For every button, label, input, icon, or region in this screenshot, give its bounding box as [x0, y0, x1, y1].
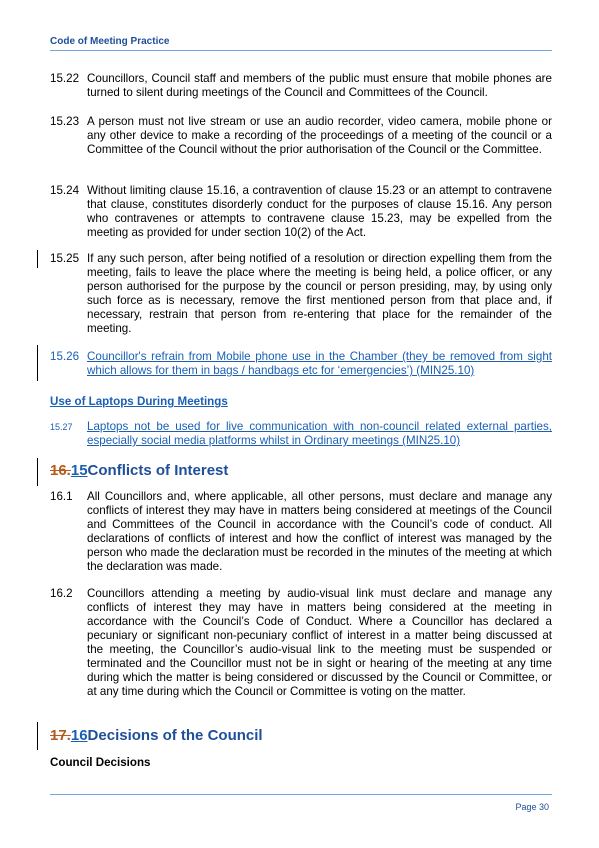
- section-title: Conflicts of Interest: [87, 462, 229, 479]
- clause-text: All Councillors and, where applicable, all other persons, must declare and manage any conflicts of interest they may have in matters being considered at meetings of the Council and Committees of the Council in accordance with the Council’s code of conduct. All declarations of conflicts of interest and how the conflict of interest was managed by the person who made the declaration must be recorded in the minutes of the meeting at which the declaration was made.: [87, 490, 552, 573]
- page-number: Page 30: [515, 802, 549, 812]
- change-bar: [37, 250, 38, 268]
- change-bar: [37, 345, 38, 381]
- clause-number: 15.27: [50, 422, 73, 432]
- clause-text: If any such person, after being notified of a resolution or direction expelling them from the meeting, fails to leave the place where the meeting is being held, a police officer, or any person authorised for the purpose by the council or person presiding, may, by using only such force as is necessary, remove the first mentioned person from that place and, if necessary, restrain that person from re-entering that place for the remainder of the meeting.: [87, 252, 552, 335]
- clause-number: 16.1: [50, 490, 73, 503]
- clause-text: Laptops not be used for live communication with non-council related external parties, especially social media platforms whilst in Ordinary meetings (MIN25.10): [87, 420, 552, 447]
- clause-15-23: [50, 115, 552, 157]
- clause-15-26: [50, 350, 552, 378]
- clause-number: 15.22: [50, 72, 80, 85]
- document-header-title: Code of Meeting Practice: [50, 36, 170, 47]
- clause-text: Councillors, Council staff and members of the public must ensure that mobile phones are turned to silent during meetings of the Council and Committees of the Council.: [87, 72, 552, 99]
- clause-number: 15.24: [50, 184, 80, 197]
- clause-text: A person must not live stream or use an audio recorder, video camera, mobile phone or any other device to make a recording of the proceedings of a meeting of the council or a Committee of the Council without the prior authorisation of the Council or the Committee.: [87, 115, 552, 156]
- clause-number: 16.2: [50, 587, 73, 600]
- clause-16-1: [50, 490, 552, 574]
- section-heading-conflicts: [50, 462, 228, 479]
- deleted-section-number: 17.: [50, 727, 71, 744]
- clause-16-2: [50, 587, 552, 699]
- clause-15-25: [50, 252, 552, 336]
- laptops-heading: Use of Laptops During Meetings: [50, 395, 228, 408]
- clause-15-27: [50, 420, 552, 448]
- clause-number: 15.25: [50, 252, 80, 265]
- change-bar: [37, 722, 38, 750]
- section-heading-decisions: [50, 727, 263, 744]
- section-title: Decisions of the Council: [87, 727, 263, 744]
- clause-text: Councillors attending a meeting by audio-visual link must declare and manage any conflicts of interest they may have in matters being considered at the meeting in accordance with the Council’s Code of Conduct. Where a Councillor has declared a pecuniary or significant non-pecuniary conflict of interest in a matter being discussed at the meeting, the Councillor’s audio-visual link to the meeting must be suspended or terminated and the Councillor must not be in sight or hearing of the meeting at any time during which the matter is being considered or discussed by the Council or Committee, or at any time during which the Council or Committee is voting on the matter.: [87, 587, 552, 698]
- deleted-section-number: 16.: [50, 462, 71, 479]
- clause-number: 15.23: [50, 115, 80, 128]
- clause-text: Councillor's refrain from Mobile phone use in the Chamber (they be removed from sight which allows for them in bags / handbags etc for ‘emergencies’) (MIN25.10): [87, 350, 552, 377]
- header-divider: [50, 50, 552, 51]
- inserted-section-number: 16: [70, 727, 88, 744]
- clause-text: Without limiting clause 15.16, a contravention of clause 15.23 or an attempt to contravene that clause, constitutes disorderly conduct for the purposes of clause 15.16. Any person who contravenes or attempts to contravene clause 15.23, may be expelled from the meeting as provided for under section 10(2) of the Act.: [87, 184, 552, 239]
- clause-15-22: [50, 72, 552, 100]
- council-decisions-subheading: Council Decisions: [50, 756, 151, 769]
- inserted-section-number: 15: [70, 462, 88, 479]
- clause-15-24: [50, 184, 552, 240]
- clause-number: 15.26: [50, 350, 80, 363]
- change-bar: [37, 458, 38, 486]
- footer-divider: [50, 794, 552, 795]
